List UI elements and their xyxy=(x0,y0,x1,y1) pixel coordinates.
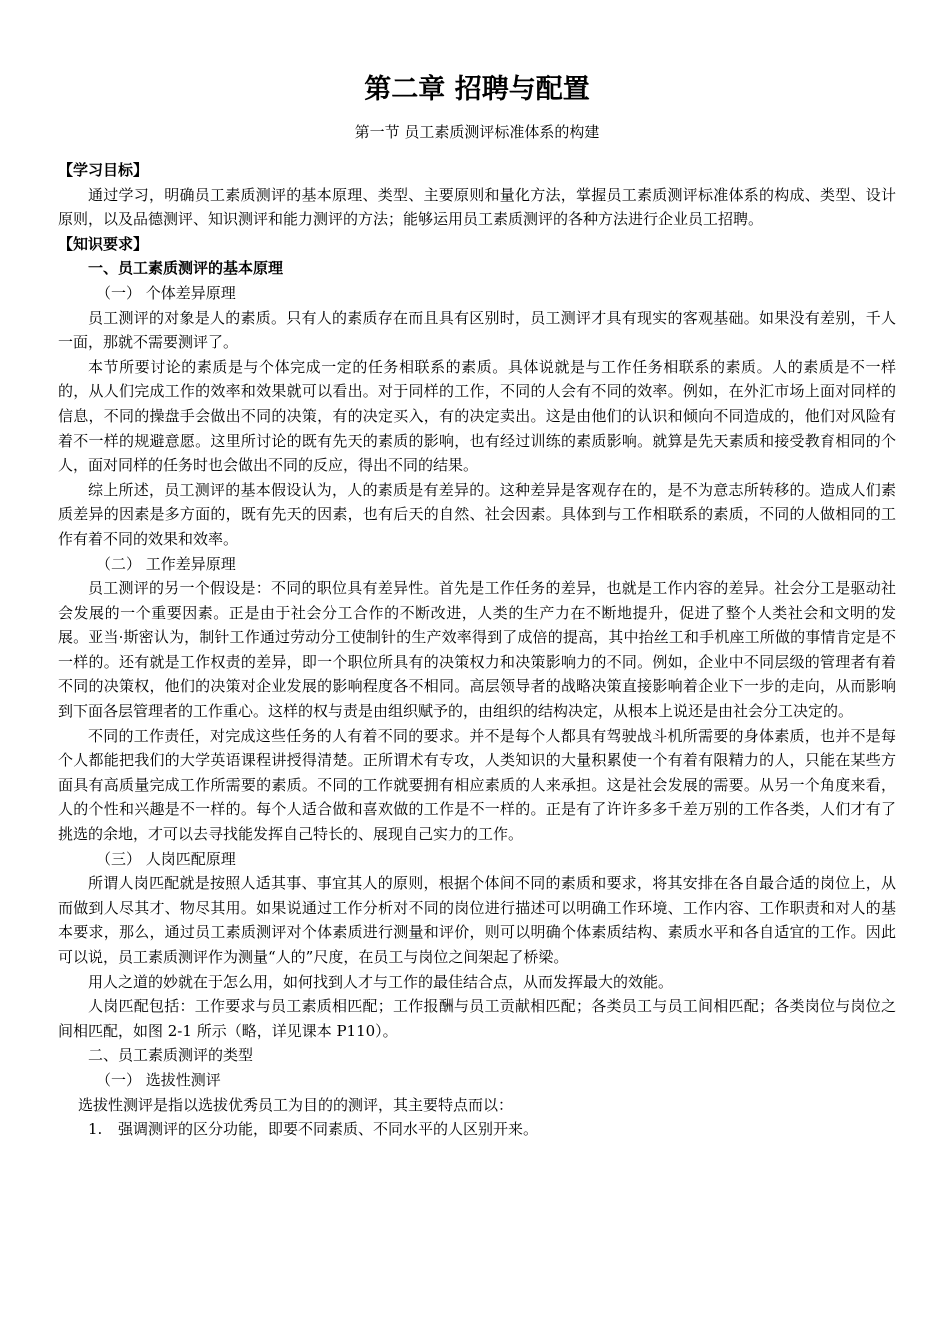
paragraph: 所谓人岗匹配就是按照人适其事、事宜其人的原则，根据个体间不同的素质和要求，将其安排在各自最合适的岗位上，从而做到人尽其才、物尽其用。如果说通过工作分析对不同的岗位进行描述可以明确工作环境、工作内容、工作职责和对人的基本要求，那么，通过员工素质测评对个体素质进行测量和评价，则可以明确个体素质结构、素质水平和各自适宜的工作。因此可以说，员工素质测评作为测量“人的”尺度，在员工与岗位之间架起了桥梁。 xyxy=(58,874,896,966)
paragraph: 用人之道的妙就在于怎么用，如何找到人才与工作的最佳结合点，从而发挥最大的效能。 xyxy=(88,972,674,991)
paragraph: 本节所要讨论的素质是与个体完成一定的任务相联系的素质。具体说就是与工作任务相联系的素质。人的素质是不一样的，从人们完成工作的效率和效果就可以看出。对于同样的工作，不同的人会有不同的效率。例如，在外汇市场上面对同样的信息，不同的操盘手会做出不同的决策，有的决定买入，有的决定卖出。这是由他们的认识和倾向不同造成的，他们对风险有着不一样的规避意愿。这里所讨论的既有先天的素质的影响，也有经过训练的素质影响。就算是先天素质和接受教育相同的个人，面对同样的任务时也会做出不同的反应，得出不同的结果。 xyxy=(58,357,896,475)
list-item xyxy=(58,1117,896,1142)
subsection-heading-individual-difference: （一） 个体差异原理 xyxy=(96,283,236,302)
subsection-heading-job-difference: （二） 工作差异原理 xyxy=(96,554,236,573)
document-body xyxy=(58,62,896,1142)
subsection-heading-person-job-fit: （三） 人岗匹配原理 xyxy=(96,849,236,868)
paragraph: 选拔性测评是指以选拔优秀员工为目的的测评，其主要特点而以： xyxy=(78,1095,514,1114)
section-heading-principles: 一、员工素质测评的基本原理 xyxy=(88,259,284,278)
learning-goals-paragraph: 通过学习，明确员工素质测评的基本原理、类型、主要原则和量化方法，掌握员工素质测评标准体系的构成、类型、设计原则，以及品德测评、知识测评和能力测评的方法；能够运用员工素质测评的各种方法进行企业员工招聘。 xyxy=(58,185,896,229)
paragraph: 人岗匹配包括：工作要求与员工素质相匹配；工作报酬与员工贡献相匹配；各类员工与员工间相匹配；各类岗位与岗位之间相匹配，如图 2-1 所示（略，详见课本 P110）。 xyxy=(58,997,896,1040)
paragraph: 员工测评的对象是人的素质。只有人的素质存在而且具有区别时，员工测评才具有现实的客观基础。如果没有差别，千人一面，那就不需要测评了。 xyxy=(58,308,896,352)
subsection-heading-selection-test: （一） 选拔性测评 xyxy=(96,1070,221,1089)
section-subtitle: 第一节 员工素质测评标准体系的构建 xyxy=(354,123,600,141)
paragraph: 综上所述，员工测评的基本假设认为，人的素质是有差异的。这种差异是客观存在的，是不为意志所转移的。造成人们素质差异的因素是多方面的，既有先天的因素，也有后天的自然、社会因素。具体到与工作相联系的素质，不同的人做相同的工作有着不同的效果和效率。 xyxy=(58,480,896,548)
section-heading-types: 二、员工素质测评的类型 xyxy=(88,1046,254,1065)
knowledge-heading: 【知识要求】 xyxy=(58,234,149,253)
learning-goals-heading: 【学习目标】 xyxy=(58,161,149,179)
list-item-text: 强调测评的区分功能，即要不同素质、不同水平的人区别开来。 xyxy=(118,1120,539,1139)
chapter-title: 第二章 招聘与配置 xyxy=(364,74,590,105)
list-item-number: 1. xyxy=(88,1120,103,1139)
paragraph: 员工测评的另一个假设是：不同的职位具有差异性。首先是工作任务的差异，也就是工作内容的差异。社会分工是驱动社会发展的一个重要因素。正是由于社会分工合作的不断改进，人类的生产力在不断地提升，促进了整个人类社会和文明的发展。亚当·斯密认为，制针工作通过劳动分工使制针的生产效率得到了成倍的提高，其中抬丝工和手机座工所做的事情肯定是不一样的。还有就是工作权责的差异，即一个职位所具有的决策权力和决策影响力的不同。例如，企业中不同层级的管理者有着不同的决策权，他们的决策对企业发展的影响程度各不相同。高层领导者的战略决策直接影响着企业下一步的走向，从而影响到下面各层管理者的工作重心。这样的权与责是由组织赋予的，由组织的结构决定，从根本上说还是由社会分工决定的。 xyxy=(58,579,896,721)
paragraph: 不同的工作责任，对完成这些任务的人有着不同的要求。并不是每个人都具有驾驶战斗机所需要的身体素质，也并不是每个人都能把我们的大学英语课程讲授得清楚。正所谓术有专攻，人类知识的大量积累使一个有着有限精力的人，只能在某些方面具有高质量完成工作所需要的素质。不同的工作就要拥有相应素质的人来承担。这是社会发展的需要。从另一个角度来看，人的个性和兴趣是不一样的。每个人适合做和喜欢做的工作是不一样的。正是有了许许多多千差万别的工作各类，人们才有了挑选的余地，才可以去寻找能发挥自己特长的、展现自己实力的工作。 xyxy=(58,726,896,844)
